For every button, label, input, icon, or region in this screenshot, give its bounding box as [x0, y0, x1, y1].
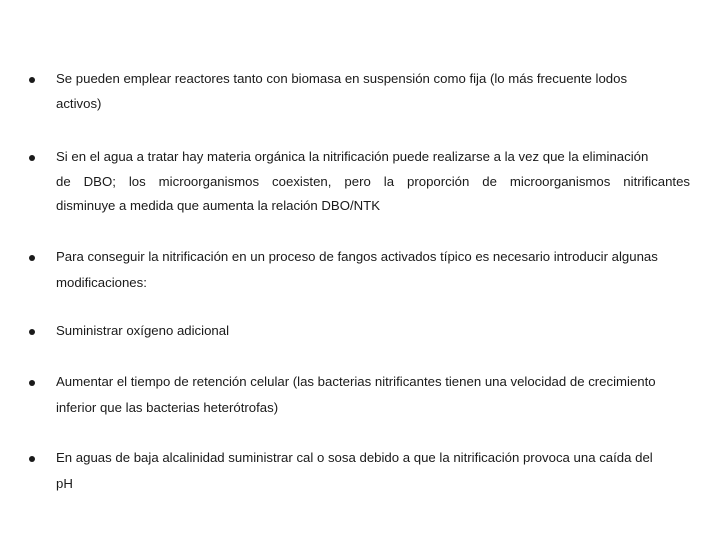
- bullet-text-5-line-1: Aumentar el tiempo de retención celular (las bacterias nitrificantes tienen una velocidad de crecimiento: [56, 374, 656, 389]
- bullet-dot-icon: [29, 329, 35, 335]
- bullet-dot-icon: [29, 155, 35, 161]
- bullet-text-2-line-3: disminuye a medida que aumenta la relación DBO/NTK: [56, 198, 380, 213]
- bullet-text-3-line-2: modificaciones:: [56, 275, 147, 290]
- bullet-text-3-line-1: Para conseguir la nitrificación en un proceso de fangos activados típico es necesario introducir algunas: [56, 249, 658, 264]
- bullet-text-2-line-2: de DBO; los microorganismos coexisten, pero la proporción de microorganismos nitrificantes: [56, 174, 690, 189]
- bullet-dot-icon: [29, 380, 35, 386]
- bullet-dot-icon: [29, 255, 35, 261]
- bullet-text-5-line-2: inferior que las bacterias heterótrofas): [56, 400, 279, 415]
- bullet-text-6-line-2: pH: [56, 476, 73, 491]
- bullet-text-4-line-1: Suministrar oxígeno adicional: [56, 323, 229, 338]
- bullet-dot-icon: [29, 456, 35, 462]
- bullet-text-6-line-1: En aguas de baja alcalinidad suministrar cal o sosa debido a que la nitrificación provoca una caída del: [56, 450, 653, 465]
- bullet-text-1-line-2: activos): [56, 96, 102, 111]
- bullet-text-1-line-1: Se pueden emplear reactores tanto con biomasa en suspensión como fija (lo más frecuente lodos: [56, 71, 628, 86]
- bullet-dot-icon: [29, 77, 35, 83]
- bullet-text-2-line-1: Si en el agua a tratar hay materia orgánica la nitrificación puede realizarse a la vez que la eliminación: [56, 149, 649, 164]
